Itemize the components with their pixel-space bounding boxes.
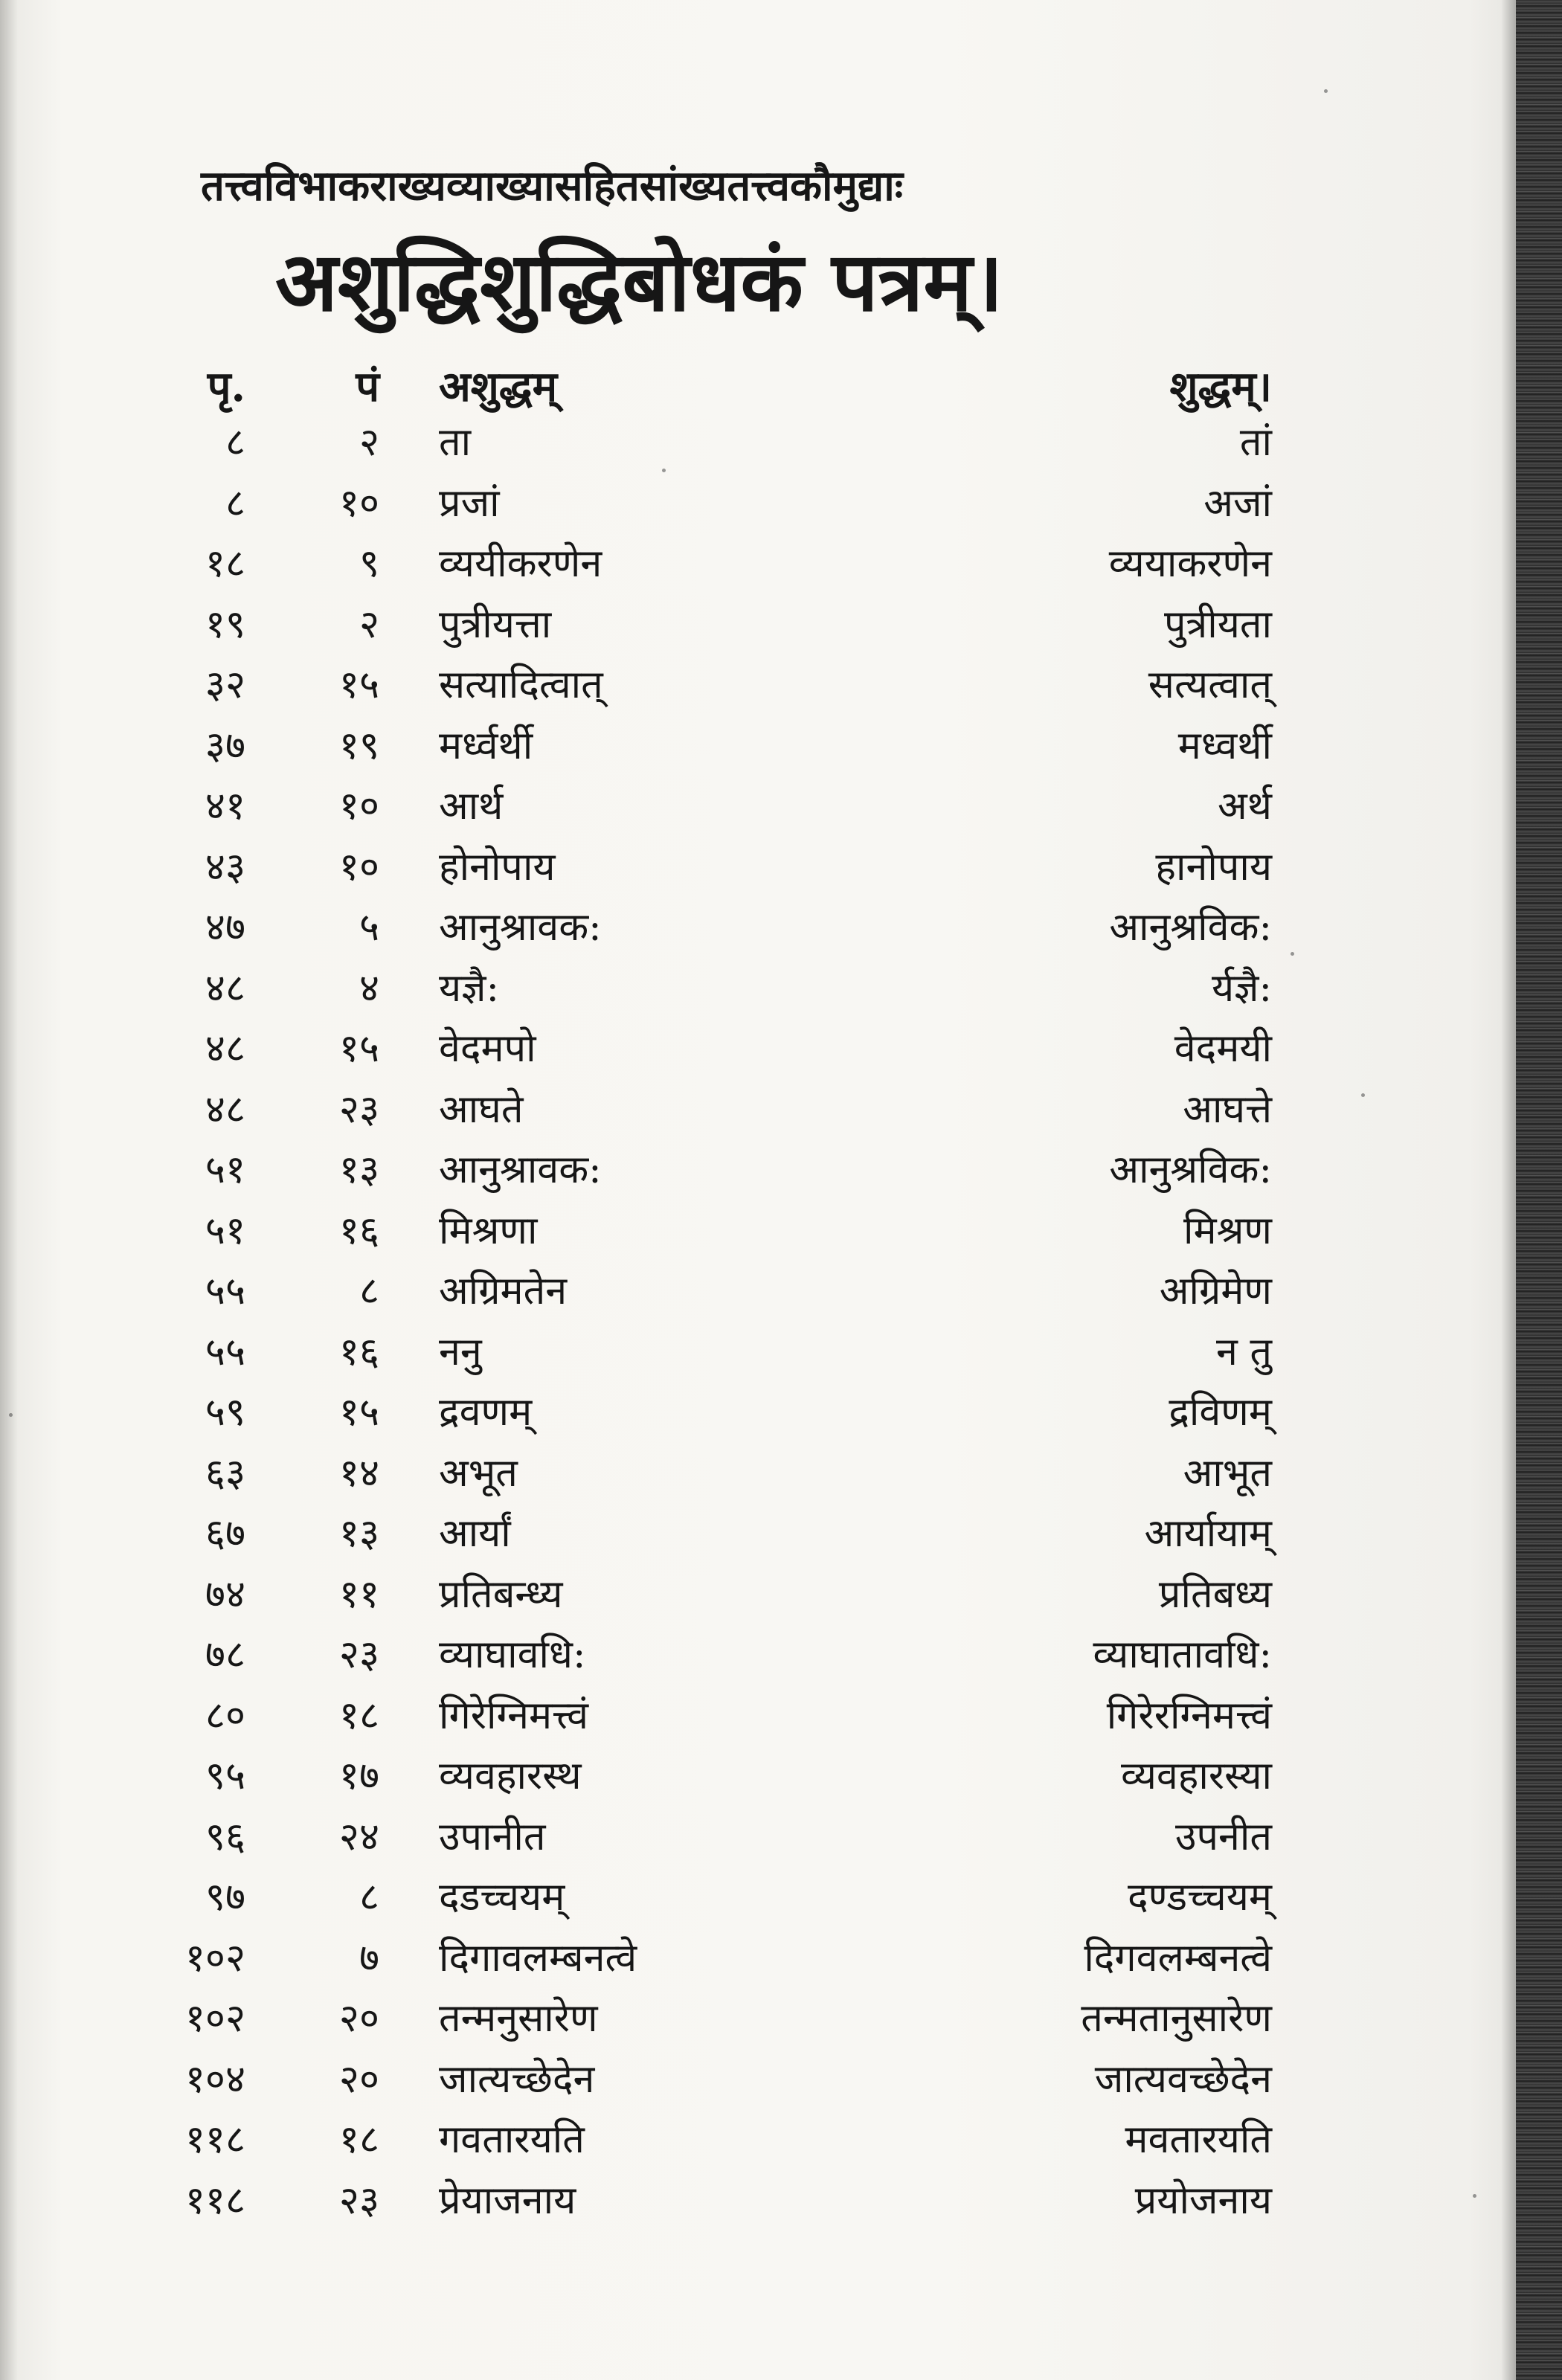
row-line-number: २ [359, 602, 379, 647]
row-correct-text: आभूत [1183, 1451, 1272, 1496]
row-incorrect-text: उपानीत [439, 1815, 546, 1859]
row-page-number: ६३ [205, 1451, 245, 1496]
row-page-number: ३२ [205, 663, 245, 707]
row-correct-text: मवतारयति [1125, 2117, 1272, 2162]
row-correct-text: मिश्रण [1183, 1209, 1272, 1253]
row-page-number: १९ [205, 602, 245, 647]
scan-speck [9, 1413, 13, 1417]
row-correct-text: आर्यायाम् [1144, 1511, 1272, 1556]
row-line-number: २४ [338, 1815, 379, 1859]
row-incorrect-text: मर्ध्वर्थी [439, 724, 533, 768]
row-page-number: ७४ [205, 1572, 245, 1617]
row-correct-text: प्रतिबध्य [1158, 1572, 1272, 1617]
row-incorrect-text: आघते [439, 1087, 524, 1132]
row-correct-text: र्यज्ञै: [1211, 966, 1272, 1011]
row-incorrect-text: आर्थ [439, 784, 504, 829]
row-page-number: ५१ [205, 1148, 245, 1192]
row-page-number: ४१ [205, 784, 245, 829]
row-correct-text: उपनीत [1174, 1815, 1272, 1859]
row-correct-text: वेदमयी [1174, 1026, 1272, 1071]
row-correct-text: व्याघातावधि: [1093, 1633, 1272, 1677]
row-incorrect-text: गिरेग्निमत्त्वं [439, 1694, 589, 1738]
row-incorrect-text: तन्मनुसारेण [439, 1996, 598, 2041]
row-incorrect-text: वेदमपो [439, 1026, 536, 1071]
row-correct-text: अजां [1203, 481, 1272, 526]
row-line-number: १९ [338, 724, 379, 768]
row-line-number: ५ [359, 905, 379, 950]
row-correct-text: हानोपाय [1155, 845, 1272, 890]
row-line-number: १५ [338, 663, 379, 707]
row-line-number: ९ [359, 541, 379, 586]
header-page: पृ. [207, 362, 245, 411]
row-correct-text: पुत्रीयता [1164, 602, 1272, 647]
row-incorrect-text: सत्यादित्वात् [439, 663, 603, 707]
row-correct-text: तन्मतानुसारेण [1081, 1996, 1272, 2041]
row-incorrect-text: आनुश्रावक: [439, 905, 602, 950]
row-correct-text: मध्वर्थी [1177, 724, 1272, 768]
row-correct-text: अग्रिमेण [1159, 1269, 1272, 1313]
row-page-number: ८ [225, 420, 245, 465]
row-correct-text: तां [1239, 420, 1272, 465]
row-line-number: २० [338, 2057, 379, 2102]
row-line-number: १६ [338, 1209, 379, 1253]
row-correct-text: अर्थ [1218, 784, 1272, 829]
row-line-number: २३ [338, 1633, 379, 1677]
row-incorrect-text: व्ययीकरणेन [439, 541, 602, 586]
row-page-number: ५९ [205, 1390, 245, 1435]
row-line-number: २० [338, 1996, 379, 2041]
row-page-number: ११८ [184, 2117, 245, 2162]
left-page-shadow [0, 0, 18, 2380]
row-incorrect-text: व्याघावधि: [439, 1633, 586, 1677]
row-incorrect-text: आर्यां [439, 1511, 511, 1556]
row-incorrect-text: जात्यच्छेदेन [439, 2057, 595, 2102]
scan-speck [1291, 952, 1294, 956]
row-line-number: १० [338, 845, 379, 890]
row-incorrect-text: यज्ञै: [439, 966, 500, 1011]
scan-speck [1473, 2194, 1476, 2198]
row-line-number: २३ [338, 1087, 379, 1132]
scan-speck [1324, 89, 1328, 93]
book-binding-edge [1516, 0, 1562, 2380]
row-correct-text: प्रयोजनाय [1134, 2178, 1272, 2223]
row-page-number: ७८ [205, 1633, 245, 1677]
header-line: पं [356, 362, 379, 411]
row-incorrect-text: आनुश्रावक: [439, 1148, 602, 1192]
row-line-number: १० [338, 481, 379, 526]
row-incorrect-text: दडच्चयम् [439, 1875, 565, 1920]
row-line-number: १६ [338, 1330, 379, 1374]
row-page-number: ८ [225, 481, 245, 526]
row-line-number: २३ [338, 2178, 379, 2223]
row-incorrect-text: ननु [439, 1330, 482, 1374]
row-incorrect-text: पुत्रीयत्ता [439, 602, 552, 647]
row-correct-text: सत्यत्वात् [1148, 663, 1272, 707]
row-correct-text: गिरेरग्निमत्त्वं [1106, 1694, 1272, 1738]
row-page-number: ९७ [205, 1875, 245, 1920]
row-line-number: १७ [338, 1754, 379, 1798]
row-page-number: १०४ [184, 2057, 245, 2102]
row-incorrect-text: गवतारयति [439, 2117, 585, 2162]
row-page-number: ५५ [205, 1269, 245, 1313]
row-correct-text: न तु [1215, 1330, 1272, 1374]
row-incorrect-text: प्रजां [439, 481, 500, 526]
row-page-number: ४३ [205, 845, 245, 890]
row-page-number: १०२ [184, 1996, 245, 2041]
row-correct-text: आनुश्रविक: [1109, 1148, 1272, 1192]
scan-speck [1361, 1093, 1365, 1097]
row-line-number: ११ [338, 1572, 379, 1617]
row-line-number: ४ [359, 966, 379, 1011]
row-page-number: ५५ [205, 1330, 245, 1374]
row-page-number: ५१ [205, 1209, 245, 1253]
row-line-number: १३ [338, 1148, 379, 1192]
row-line-number: १५ [338, 1026, 379, 1071]
row-incorrect-text: अग्रिमतेन [439, 1269, 568, 1313]
row-page-number: १०२ [184, 1936, 245, 1981]
row-page-number: ३७ [205, 724, 245, 768]
row-incorrect-text: प्रेयाजनाय [439, 2178, 576, 2223]
header-correct: शुद्धम्। [1169, 362, 1272, 411]
row-line-number: १३ [338, 1511, 379, 1556]
row-incorrect-text: व्यवहारस्थ [439, 1754, 582, 1798]
row-line-number: ८ [359, 1875, 379, 1920]
row-correct-text: दिगवलम्बनत्वे [1084, 1936, 1272, 1981]
row-page-number: ११८ [184, 2178, 245, 2223]
book-subtitle: तत्त्वविभाकराख्यव्याख्यासहितसांख्यतत्त्वकौमुद्याः [201, 161, 904, 210]
row-page-number: ९५ [205, 1754, 245, 1798]
row-correct-text: आघत्ते [1183, 1087, 1272, 1132]
row-page-number: १८ [205, 541, 245, 586]
row-incorrect-text: होनोपाय [439, 845, 556, 890]
row-incorrect-text: मिश्रणा [439, 1209, 538, 1253]
row-line-number: १४ [338, 1451, 379, 1496]
row-line-number: १८ [338, 1694, 379, 1738]
row-correct-text: आनुश्रविक: [1109, 905, 1272, 950]
row-line-number: १८ [338, 2117, 379, 2162]
row-page-number: ४७ [205, 905, 245, 950]
row-page-number: ४८ [205, 966, 245, 1011]
scan-speck [662, 469, 666, 472]
row-page-number: ९६ [205, 1815, 245, 1859]
row-line-number: ८ [359, 1269, 379, 1313]
row-line-number: ७ [359, 1936, 379, 1981]
row-incorrect-text: द्रवणम् [439, 1390, 533, 1435]
row-correct-text: व्यवहारस्या [1120, 1754, 1272, 1798]
row-incorrect-text: अभूत [439, 1451, 518, 1496]
errata-title: अशुद्धिशुद्धिबोधकं पत्रम्। [275, 234, 1003, 329]
row-page-number: ४८ [205, 1026, 245, 1071]
row-correct-text: जात्यवच्छेदेन [1094, 2057, 1272, 2102]
row-page-number: ८० [205, 1694, 245, 1738]
header-incorrect: अशुद्धम् [439, 362, 558, 411]
row-line-number: १५ [338, 1390, 379, 1435]
row-incorrect-text: ता [439, 420, 472, 465]
row-incorrect-text: दिगावलम्बनत्वे [439, 1936, 637, 1981]
row-page-number: ६७ [205, 1511, 245, 1556]
row-correct-text: व्ययाकरणेन [1108, 541, 1272, 586]
row-page-number: ४८ [205, 1087, 245, 1132]
row-correct-text: द्रविणम् [1169, 1390, 1272, 1435]
row-line-number: १० [338, 784, 379, 829]
row-incorrect-text: प्रतिबन्ध्य [439, 1572, 563, 1617]
row-correct-text: दण्डच्चयम् [1127, 1875, 1272, 1920]
binding-shadow [1501, 0, 1516, 2380]
row-line-number: २ [359, 420, 379, 465]
